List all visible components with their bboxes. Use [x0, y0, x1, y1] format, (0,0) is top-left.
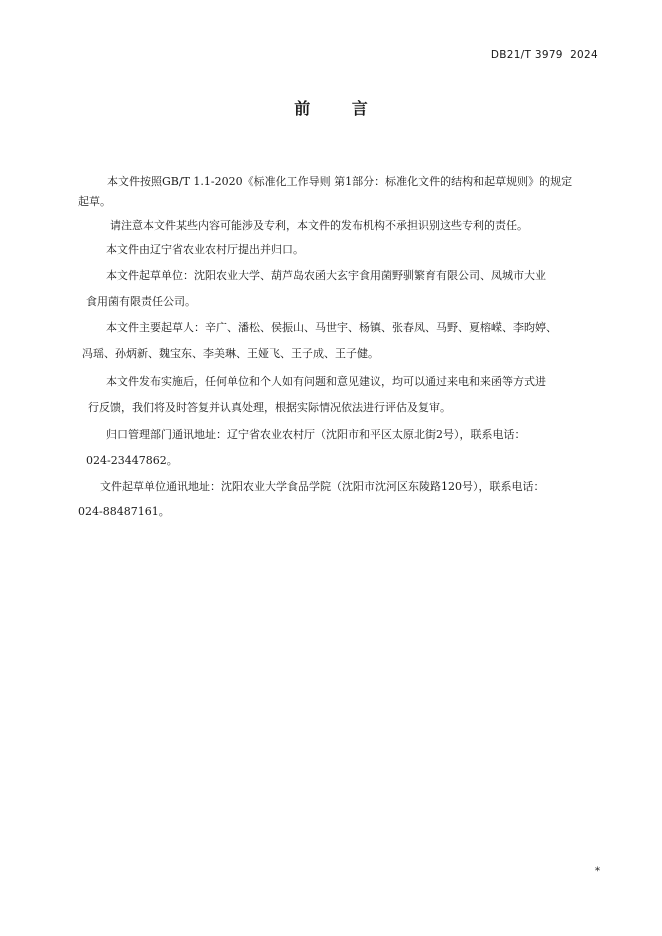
paragraph-line: 文件起草单位通讯地址：沈阳农业大学食品学院（沈阳市沈河区东陵路120号），联系电话： [100, 480, 545, 493]
paragraph-line: 冯瑶、孙炳新、魏宝东、李美琳、王娅飞、王子成、王子健。 [82, 347, 379, 360]
paragraph-line: 本文件起草单位：沈阳农业大学、葫芦岛农函大玄宇食用菌野驯繁育有限公司、凤城市大业 [106, 269, 546, 282]
paragraph-line: 本文件由辽宁省农业农村厅提出并归口。 [106, 243, 304, 256]
paragraph-line: 本文件主要起草人：辛广、潘松、侯振山、马世宇、杨镇、张春凤、马野、夏榕嵘、李昀婷、 [106, 321, 557, 334]
paragraph-line: 归口管理部门通讯地址：辽宁省农业农村厅（沈阳市和平区太原北街2号），联系电话： [106, 428, 526, 441]
paragraph-line: 024-23447862。 [86, 454, 178, 467]
paragraph-line: 请注意本文件某些内容可能涉及专利，本文件的发布机构不承担识别这些专利的责任。 [110, 219, 528, 232]
footer-mark: * [595, 866, 600, 877]
paragraph-line: 起草。 [78, 195, 111, 208]
paragraph-line: 食用菌有限责任公司。 [86, 295, 196, 308]
paragraph-line: 本文件发布实施后，任何单位和个人如有问题和意见建议，均可以通过来电和来函等方式进 [106, 375, 546, 388]
paragraph-line: 行反馈，我们将及时答复并认真处理，根据实际情况依法进行评估及复审。 [88, 401, 451, 414]
paragraph-line: 024-88487161。 [78, 505, 170, 518]
document-number: DB21/T 3979 2024 [490, 49, 598, 61]
paragraph-line: 本文件按照GB/T 1.1-2020《标准化工作导则 第1部分：标准化文件的结构和起草规则》的规定 [107, 175, 573, 188]
page-title: 前 言 [294, 99, 386, 118]
